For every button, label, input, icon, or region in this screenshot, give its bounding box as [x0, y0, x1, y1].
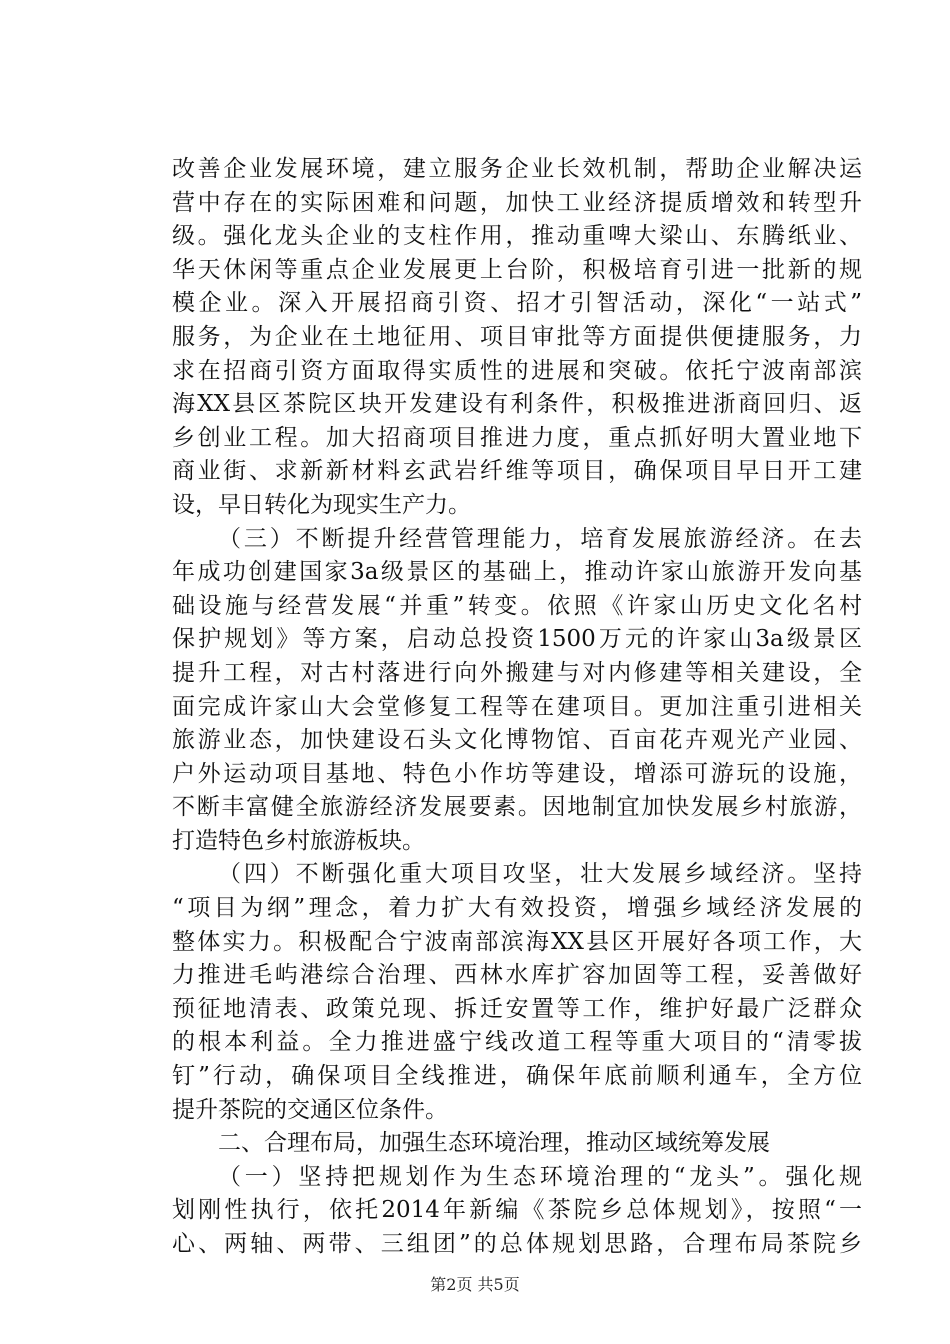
text-line: 旅游业态，加快建设石头文化博物馆、百亩花卉观光产业园、 — [172, 727, 862, 754]
text-line: 的根本利益。全力推进盛宁线改道工程等重大项目的“清零拔 — [172, 1029, 862, 1056]
text-line: 划刚性执行，依托2014年新编《茶院乡总体规划》，按照“一 — [172, 1197, 862, 1224]
text-line: 提升茶院的交通区位条件。 — [172, 1096, 448, 1123]
text-line: 乡创业工程。加大招商项目推进力度，重点抓好明大置业地下 — [172, 424, 862, 451]
text-line: 模企业。深入开展招商引资、招才引智活动，深化“一站式” — [172, 290, 862, 317]
body-text — [172, 153, 862, 1262]
text-line: 营中存在的实际困难和问题，加快工业经济提质增效和转型升 — [172, 189, 862, 216]
page-footer: 第2页 共5页 — [430, 1275, 520, 1294]
text-line: 预征地清表、政策兑现、拆迁安置等工作，维护好最广泛群众 — [172, 995, 862, 1022]
text-line: 级。强化龙头企业的支柱作用，推动重啤大梁山、东腾纸业、 — [172, 223, 862, 250]
text-line: 户外运动项目基地、特色小作坊等建设，增添可游玩的设施， — [172, 760, 862, 787]
text-line: 不断丰富健全旅游经济发展要素。因地制宜加快发展乡村旅游， — [172, 794, 862, 821]
text-line: 求在招商引资方面取得实质性的进展和突破。依托宁波南部滨 — [172, 357, 862, 384]
text-line: 心、两轴、两带、三组团”的总体规划思路，合理布局茶院乡 — [172, 1231, 862, 1257]
text-line: （一）坚持把规划作为生态环境治理的“龙头”。强化规 — [218, 1163, 862, 1190]
text-line: 力推进毛屿港综合治理、西林水库扩容加固等工程，妥善做好 — [172, 962, 862, 989]
text-line: 整体实力。积极配合宁波南部滨海XX县区开展好各项工作，大 — [172, 928, 862, 955]
text-line: 改善企业发展环境，建立服务企业长效机制，帮助企业解决运 — [172, 156, 862, 182]
text-line: 二、合理布局，加强生态环境治理，推动区域统筹发展 — [218, 1130, 770, 1157]
text-line: 保护规划》等方案，启动总投资1500万元的许家山3a级景区 — [172, 626, 862, 653]
text-line: 商业街、求新新材料玄武岩纤维等项目，确保项目早日开工建 — [172, 458, 862, 485]
text-line: 服务，为企业在土地征用、项目审批等方面提供便捷服务，力 — [172, 323, 862, 350]
text-line: “项目为纲”理念，着力扩大有效投资，增强乡域经济发展的 — [172, 895, 862, 922]
text-line: 设，早日转化为现实生产力。 — [172, 491, 471, 518]
text-line: 海XX县区茶院区块开发建设有利条件，积极推进浙商回归、返 — [172, 391, 862, 418]
text-line: 提升工程，对古村落进行向外搬建与对内修建等相关建设，全 — [172, 659, 862, 686]
text-line: 础设施与经营发展“并重”转变。依照《许家山历史文化名村 — [172, 592, 862, 619]
text-line: 打造特色乡村旅游板块。 — [172, 827, 425, 854]
text-line: （四）不断强化重大项目攻坚，壮大发展乡域经济。坚持 — [218, 861, 862, 888]
text-line: 年成功创建国家3a级景区的基础上，推动许家山旅游开发向基 — [172, 559, 862, 586]
text-line: 面完成许家山大会堂修复工程等在建项目。更加注重引进相关 — [172, 693, 862, 720]
text-line: 华天休闲等重点企业发展更上台阶，积极培育引进一批新的规 — [172, 256, 862, 283]
text-line: （三）不断提升经营管理能力，培育发展旅游经济。在去 — [218, 525, 862, 552]
text-line: 钉”行动，确保项目全线推进，确保年底前顺利通车，全方位 — [172, 1063, 862, 1090]
